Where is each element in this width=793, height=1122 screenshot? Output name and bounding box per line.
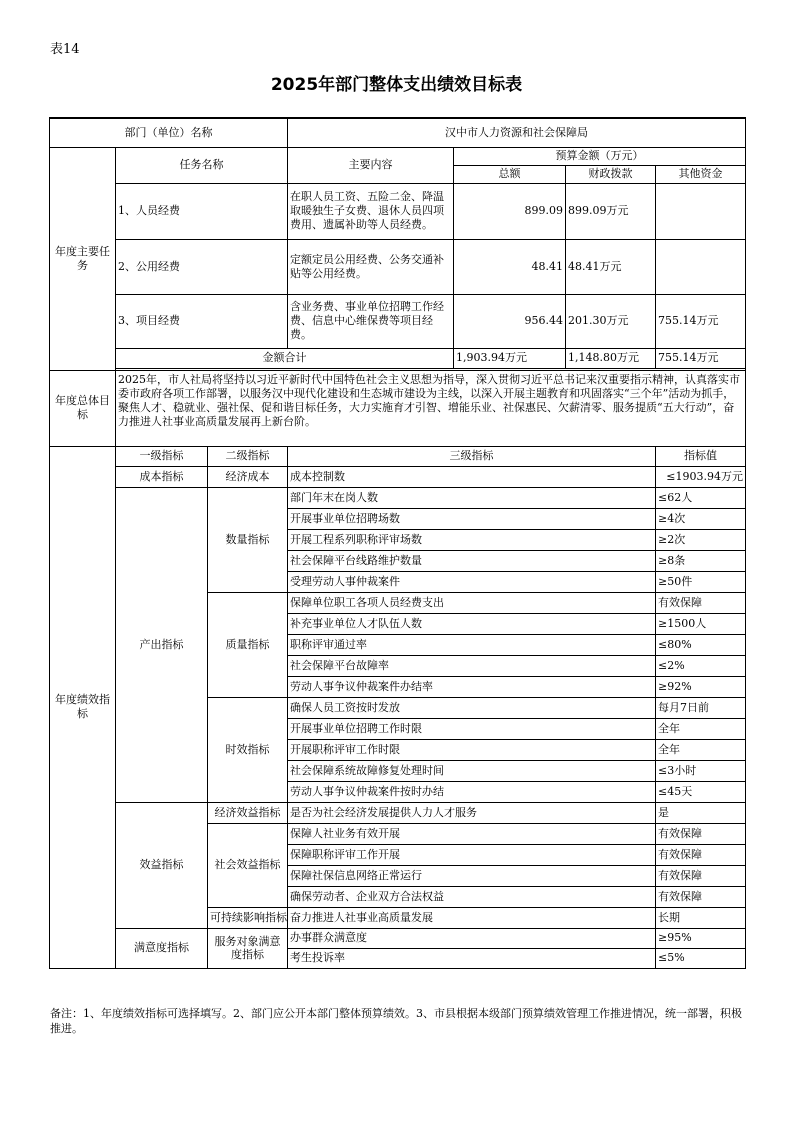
task-content-header: 主要内容 xyxy=(288,147,454,183)
indicator-value: ≤80% xyxy=(656,634,746,655)
task-row-content: 含业务费、事业单位招聘工作经费、信息中心维保费等项目经费。 xyxy=(288,294,454,348)
performance-target-table xyxy=(49,117,746,969)
indicator-value: ≤5% xyxy=(656,948,746,968)
indicator-value: ≤3小时 xyxy=(656,760,746,781)
cost-value: ≤1903.94万元 xyxy=(656,466,746,487)
indicator-name: 补充事业单位人才队伍人数 xyxy=(288,613,656,634)
indicator-name: 开展工程系列职称评审场数 xyxy=(288,529,656,550)
dept-value: 汉中市人力资源和社会保障局 xyxy=(288,118,746,147)
indicator-value: 是 xyxy=(656,802,746,823)
indicator-value: 有效保障 xyxy=(656,865,746,886)
task-row-name: 2、公用经费 xyxy=(116,239,288,294)
indicator-name: 办事群众满意度 xyxy=(288,928,656,948)
total-header: 总额 xyxy=(454,165,566,183)
page-title: 2025年部门整体支出绩效目标表 xyxy=(270,75,523,95)
cost-level2: 经济成本 xyxy=(208,466,288,487)
sum-fiscal: 1,148.80万元 xyxy=(566,348,656,368)
indicator-value: ≥8条 xyxy=(656,550,746,571)
task-row-fiscal: 201.30万元 xyxy=(566,294,656,348)
indicator-value: 有效保障 xyxy=(656,592,746,613)
cost-item: 成本控制数 xyxy=(288,466,656,487)
overall-goal-label: 年度总体目标 xyxy=(50,370,116,446)
dept-label: 部门（单位）名称 xyxy=(50,118,288,147)
footnote: 备注：1、年度绩效指标可选择填写。2、部门应公开本部门整体预算绩效。3、市县根据本级部门预算绩效管理工作推进情况，统一部署，积极推进。 xyxy=(50,1007,742,1035)
sustainable-level2: 可持续影响指标 xyxy=(208,907,288,928)
overall-goal-text: 2025年，市人社局将坚持以习近平新时代中国特色社会主义思想为指导，深入贯彻习近平总书记来汉重要指示精神，认真落实市委市政府各项工作部署，以服务汉中现代化建设和生态城市建设为主线，以深入开展主题教育和巩固落实“三个年”活动为抓手，聚焦人才、稳就业、强社保、促和谐目标任务，大力实施育才引智、增能乐业、社保惠民、欠薪清零、服务提质“五大行动”，奋力推进人社事业高质量发展再上新台阶。 xyxy=(116,370,746,446)
task-row-fiscal: 48.41万元 xyxy=(566,239,656,294)
quality-level2: 质量指标 xyxy=(208,592,288,697)
indicator-name: 开展职称评审工作时限 xyxy=(288,739,656,760)
indicator-value: ≥92% xyxy=(656,676,746,697)
indicator-value: 全年 xyxy=(656,718,746,739)
indicator-name: 社会保障系统故障修复处理时间 xyxy=(288,760,656,781)
indicator-value: 有效保障 xyxy=(656,823,746,844)
quantity-level2: 数量指标 xyxy=(208,487,288,592)
indicator-name: 保障人社业务有效开展 xyxy=(288,823,656,844)
sum-label: 金额合计 xyxy=(116,348,454,368)
task-row-total: 48.41 xyxy=(454,239,566,294)
indicator-name: 保障社保信息网络正常运行 xyxy=(288,865,656,886)
level3-header: 三级指标 xyxy=(288,446,656,466)
task-row-name: 3、项目经费 xyxy=(116,294,288,348)
indicator-name: 劳动人事争议仲裁案件按时办结 xyxy=(288,781,656,802)
indicator-value: 每月7日前 xyxy=(656,697,746,718)
economic-level2: 经济效益指标 xyxy=(208,802,288,823)
indicator-name: 保障职称评审工作开展 xyxy=(288,844,656,865)
task-row-total: 956.44 xyxy=(454,294,566,348)
budget-header: 预算金额（万元） xyxy=(454,147,746,165)
task-name-header: 任务名称 xyxy=(116,147,288,183)
other-header: 其他资金 xyxy=(656,165,746,183)
sum-total: 1,903.94万元 xyxy=(454,348,566,368)
indicator-value: ≤45天 xyxy=(656,781,746,802)
indicator-value: ≥2次 xyxy=(656,529,746,550)
indicator-name: 考生投诉率 xyxy=(288,948,656,968)
indicator-value: 有效保障 xyxy=(656,844,746,865)
indicator-value: 有效保障 xyxy=(656,886,746,907)
service-level2: 服务对象满意度指标 xyxy=(208,928,288,968)
task-row-content: 在职人员工资、五险二金、降温取暖独生子女费、退休人员四项费用、遗属补助等人员经费。 xyxy=(288,183,454,239)
indicator-name: 确保人员工资按时发放 xyxy=(288,697,656,718)
indicator-value: 长期 xyxy=(656,907,746,928)
tasks-section-label: 年度主要任务 xyxy=(50,147,116,370)
indicator-name: 保障单位职工各项人员经费支出 xyxy=(288,592,656,613)
indicator-name: 确保劳动者、企业双方合法权益 xyxy=(288,886,656,907)
indicator-name: 是否为社会经济发展提供人力人才服务 xyxy=(288,802,656,823)
task-row-other xyxy=(656,239,746,294)
output-level1: 产出指标 xyxy=(116,487,208,802)
task-row-content: 定额定员公用经费、公务交通补贴等公用经费。 xyxy=(288,239,454,294)
timeliness-level2: 时效指标 xyxy=(208,697,288,802)
indicator-name: 奋力推进人社事业高质量发展 xyxy=(288,907,656,928)
table-tag: 表14 xyxy=(50,42,80,57)
benefit-level1: 效益指标 xyxy=(116,802,208,928)
task-row-name: 1、人员经费 xyxy=(116,183,288,239)
indicator-name: 社会保障平台线路维护数量 xyxy=(288,550,656,571)
level1-header: 一级指标 xyxy=(116,446,208,466)
indicator-name: 开展事业单位招聘场数 xyxy=(288,508,656,529)
sum-other: 755.14万元 xyxy=(656,348,746,368)
performance-section-label: 年度绩效指标 xyxy=(50,446,116,968)
indicator-value: ≥50件 xyxy=(656,571,746,592)
level2-header: 二级指标 xyxy=(208,446,288,466)
indicator-value: ≤2% xyxy=(656,655,746,676)
task-row-other xyxy=(656,183,746,239)
task-row-other: 755.14万元 xyxy=(656,294,746,348)
indicator-name: 职称评审通过率 xyxy=(288,634,656,655)
indicator-value: ≥1500人 xyxy=(656,613,746,634)
indicator-name: 部门年末在岗人数 xyxy=(288,487,656,508)
indicator-value: ≥95% xyxy=(656,928,746,948)
indicator-name: 开展事业单位招聘工作时限 xyxy=(288,718,656,739)
indicator-name: 受理劳动人事仲裁案件 xyxy=(288,571,656,592)
satisfaction-level1: 满意度指标 xyxy=(116,928,208,968)
task-row-total: 899.09 xyxy=(454,183,566,239)
indicator-value: ≥4次 xyxy=(656,508,746,529)
indicator-name: 社会保障平台故障率 xyxy=(288,655,656,676)
indicator-value: 全年 xyxy=(656,739,746,760)
indicator-value: ≤62人 xyxy=(656,487,746,508)
fiscal-header: 财政拨款 xyxy=(566,165,656,183)
indicator-name: 劳动人事争议仲裁案件办结率 xyxy=(288,676,656,697)
social-level2: 社会效益指标 xyxy=(208,823,288,907)
value-header: 指标值 xyxy=(656,446,746,466)
cost-level1: 成本指标 xyxy=(116,466,208,487)
task-row-fiscal: 899.09万元 xyxy=(566,183,656,239)
